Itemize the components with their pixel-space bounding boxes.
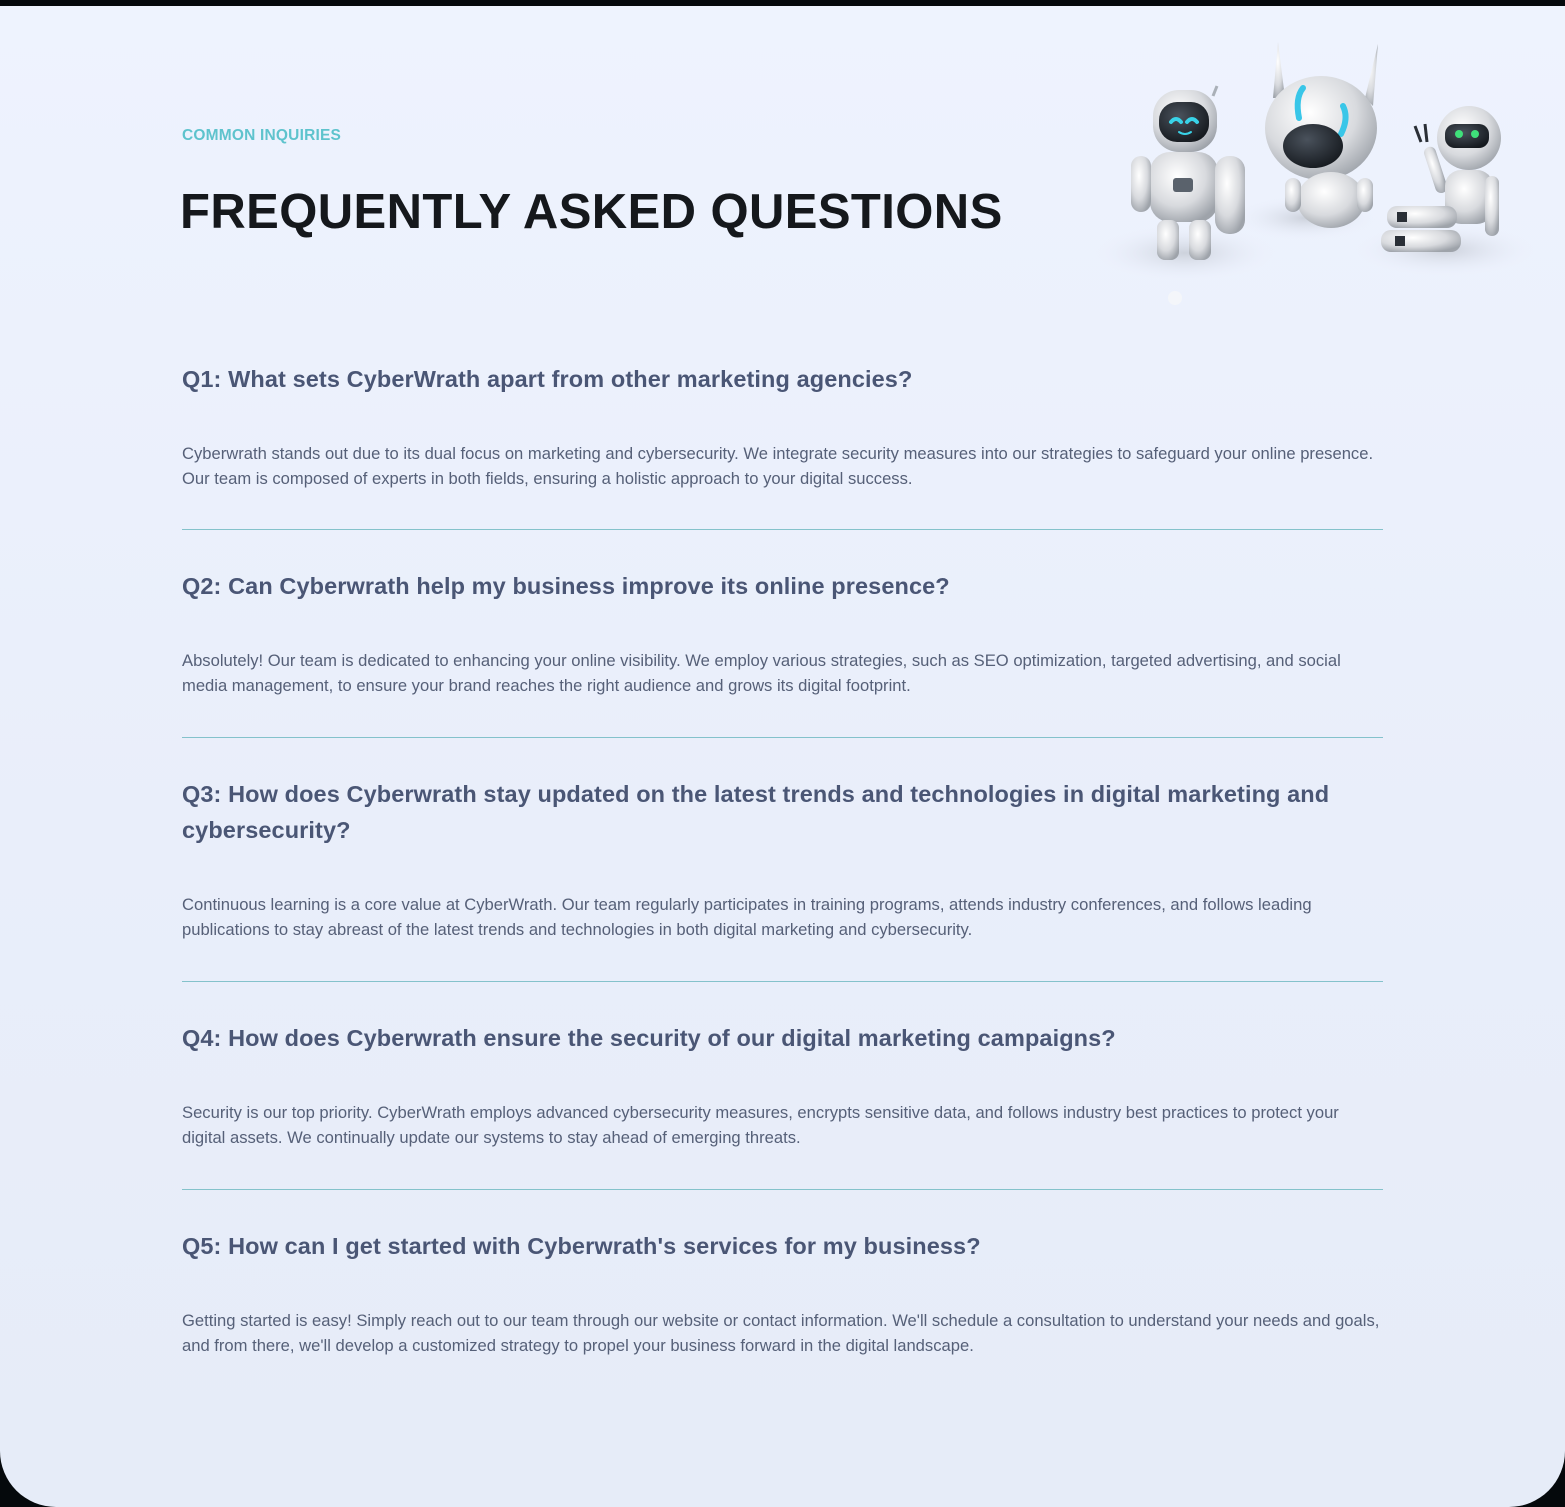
faq-list [182,361,1383,1358]
faq-item[interactable] [182,738,1383,982]
faq-item[interactable] [182,1190,1383,1358]
faq-item[interactable] [182,361,1383,530]
faq-item[interactable] [182,982,1383,1190]
faq-answer: Security is our top priority. CyberWrath employs advanced cybersecurity measures, encrypts sensitive data, and follows industry best practices to protect your digital assets. We continually update our systems to stay ahead of emerging threats. [182,1103,1339,1147]
faq-question[interactable]: Q3: How does Cyberwrath stay updated on the latest trends and technologies in digital marketing and cybersecurity? [182,781,1330,843]
faq-question[interactable]: Q1: What sets CyberWrath apart from other marketing agencies? [182,366,913,392]
faq-answer: Absolutely! Our team is dedicated to enhancing your online visibility. We employ various strategies, such as SEO optimization, targeted advertising, and social media management, to ensure your brand reaches the right audience and grows its digital footprint. [182,651,1341,695]
faq-answer: Cyberwrath stands out due to its dual focus on marketing and cybersecurity. We integrate security measures into our strategies to safeguard your online presence. Our team is composed of experts in both fields, ensuring a holistic approach to your digital success. [182,444,1374,488]
faq-question[interactable]: Q5: How can I get started with Cyberwrath's services for my business? [182,1233,981,1259]
page-title: FREQUENTLY ASKED QUESTIONS [180,185,1003,239]
faq-question[interactable]: Q4: How does Cyberwrath ensure the security of our digital marketing campaigns? [182,1025,1116,1051]
faq-item[interactable] [182,530,1383,738]
faq-question[interactable]: Q2: Can Cyberwrath help my business improve its online presence? [182,573,950,599]
faq-section [0,6,1565,1507]
faq-answer: Continuous learning is a core value at CyberWrath. Our team regularly participates in training programs, attends industry conferences, and follows leading publications to stay abreast of the latest trends and technologies in both digital marketing and cybersecurity. [182,895,1312,939]
section-eyebrow: COMMON INQUIRIES [182,127,342,144]
faq-answer: Getting started is easy! Simply reach out to our team through our website or contact information. We'll schedule a consultation to understand your needs and goals, and from there, we'll develop a customized strategy to propel your business forward in the digital landscape. [182,1311,1380,1355]
robots-illustration-icon [1095,28,1550,313]
